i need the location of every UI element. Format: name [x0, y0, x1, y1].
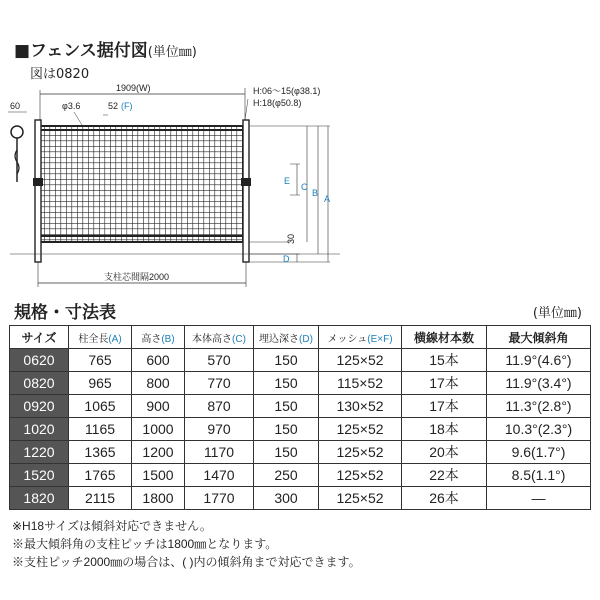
h06-label: H:06～15(φ38.1)	[253, 86, 321, 96]
cell-body-height: 870	[185, 395, 254, 418]
cell-height: 1200	[132, 441, 185, 464]
dim-a-label: A	[324, 194, 331, 204]
col-embed-depth: 埋込深さ(D)	[254, 326, 319, 349]
fence-drawing	[0, 80, 600, 295]
h18-label: H:18(φ50.8)	[253, 98, 302, 108]
cell-bars: 26本	[402, 487, 487, 510]
mesh-panel	[40, 126, 245, 242]
spec-table	[9, 325, 591, 510]
spec-unit: (単位㎜)	[532, 306, 582, 321]
cell-slope: 9.6(1.7°)	[487, 441, 591, 464]
title-unit: (単位㎜)	[147, 45, 197, 60]
cell-body-height: 970	[185, 418, 254, 441]
cell-total-length: 1365	[69, 441, 132, 464]
cell-size: 0920	[10, 395, 69, 418]
dim-d-label: D	[283, 254, 290, 264]
cell-mesh: 125×52	[319, 441, 402, 464]
cell-embed-depth: 150	[254, 349, 319, 372]
pitch-label: 52	[108, 101, 119, 111]
cell-bars: 17本	[402, 395, 487, 418]
cell-height: 900	[132, 395, 185, 418]
cell-embed-depth: 150	[254, 372, 319, 395]
dim-b-label: B	[312, 188, 319, 198]
drawing-subtitle: 図は0820	[30, 67, 90, 82]
cell-slope: ―	[487, 487, 591, 510]
cell-height: 600	[132, 349, 185, 372]
table-row	[10, 418, 591, 441]
left-post	[35, 120, 41, 262]
cell-bars: 20本	[402, 441, 487, 464]
cell-size: 0620	[10, 349, 69, 372]
table-row	[10, 395, 591, 418]
cell-total-length: 965	[69, 372, 132, 395]
cell-height: 1800	[132, 487, 185, 510]
cell-slope: 10.3°(2.3°)	[487, 418, 591, 441]
col-bars: 横線材本数	[402, 326, 487, 349]
cell-size: 1820	[10, 487, 69, 510]
note-item: ※最大傾斜角の支柱ピッチは1800㎜となります。	[12, 537, 278, 551]
cell-total-length: 1065	[69, 395, 132, 418]
notes	[12, 517, 361, 571]
col-size: サイズ	[10, 326, 69, 349]
cell-slope: 11.3°(2.8°)	[487, 395, 591, 418]
cell-bars: 22本	[402, 464, 487, 487]
cell-bars: 17本	[402, 372, 487, 395]
cell-mesh: 125×52	[319, 464, 402, 487]
col-total-length: 柱全長(A)	[69, 326, 132, 349]
cell-embed-depth: 250	[254, 464, 319, 487]
table-row	[10, 441, 591, 464]
cell-size: 0820	[10, 372, 69, 395]
table-row	[10, 464, 591, 487]
right-post	[243, 120, 249, 262]
cell-bars: 18本	[402, 418, 487, 441]
cell-slope: 8.5(1.1°)	[487, 464, 591, 487]
spec-header-row	[10, 326, 591, 349]
cell-body-height: 570	[185, 349, 254, 372]
cell-slope: 11.9°(4.6°)	[487, 349, 591, 372]
spec-title: 規格・寸法表	[14, 303, 116, 323]
cell-height: 1000	[132, 418, 185, 441]
pitch-code: (F)	[121, 101, 133, 111]
cell-embed-depth: 150	[254, 395, 319, 418]
cell-size: 1020	[10, 418, 69, 441]
cell-mesh: 125×52	[319, 349, 402, 372]
cell-mesh: 130×52	[319, 395, 402, 418]
cell-size: 1220	[10, 441, 69, 464]
cell-body-height: 1470	[185, 464, 254, 487]
cell-body-height: 770	[185, 372, 254, 395]
note-item: ※H18サイズは傾斜対応できません。	[12, 519, 212, 533]
cell-mesh: 115×52	[319, 372, 402, 395]
table-row	[10, 349, 591, 372]
cell-height: 1500	[132, 464, 185, 487]
sixty-label: 60	[10, 101, 21, 111]
cell-body-height: 1770	[185, 487, 254, 510]
thirty-label: 30	[286, 233, 296, 244]
note-item: ※支柱ピッチ2000㎜の場合は、( )内の傾斜角まで対応できます。	[12, 555, 361, 569]
cell-embed-depth: 150	[254, 441, 319, 464]
cell-mesh: 125×52	[319, 487, 402, 510]
post-section-icon	[11, 126, 23, 138]
wire-dia-label: φ3.6	[62, 101, 81, 111]
cell-total-length: 2115	[69, 487, 132, 510]
page-title	[14, 36, 197, 61]
cell-total-length: 1165	[69, 418, 132, 441]
dim-e-label: E	[284, 176, 291, 186]
cell-embed-depth: 300	[254, 487, 319, 510]
cell-total-length: 765	[69, 349, 132, 372]
span-label: 支柱芯間隔2000	[104, 272, 170, 282]
col-body-height: 本体高さ(C)	[185, 326, 254, 349]
width-label: 1909(W)	[116, 83, 151, 93]
cell-total-length: 1765	[69, 464, 132, 487]
cell-body-height: 1170	[185, 441, 254, 464]
cell-bars: 15本	[402, 349, 487, 372]
col-mesh: メッシュ(E×F)	[319, 326, 402, 349]
title-text: ■フェンス据付図	[14, 41, 148, 61]
dim-c-label: C	[301, 182, 308, 192]
cell-size: 1520	[10, 464, 69, 487]
col-slope: 最大傾斜角	[487, 326, 591, 349]
table-row	[10, 487, 591, 510]
col-height: 高さ(B)	[132, 326, 185, 349]
cell-slope: 11.9°(3.4°)	[487, 372, 591, 395]
cell-embed-depth: 150	[254, 418, 319, 441]
cell-height: 800	[132, 372, 185, 395]
cell-mesh: 125×52	[319, 418, 402, 441]
table-row	[10, 372, 591, 395]
